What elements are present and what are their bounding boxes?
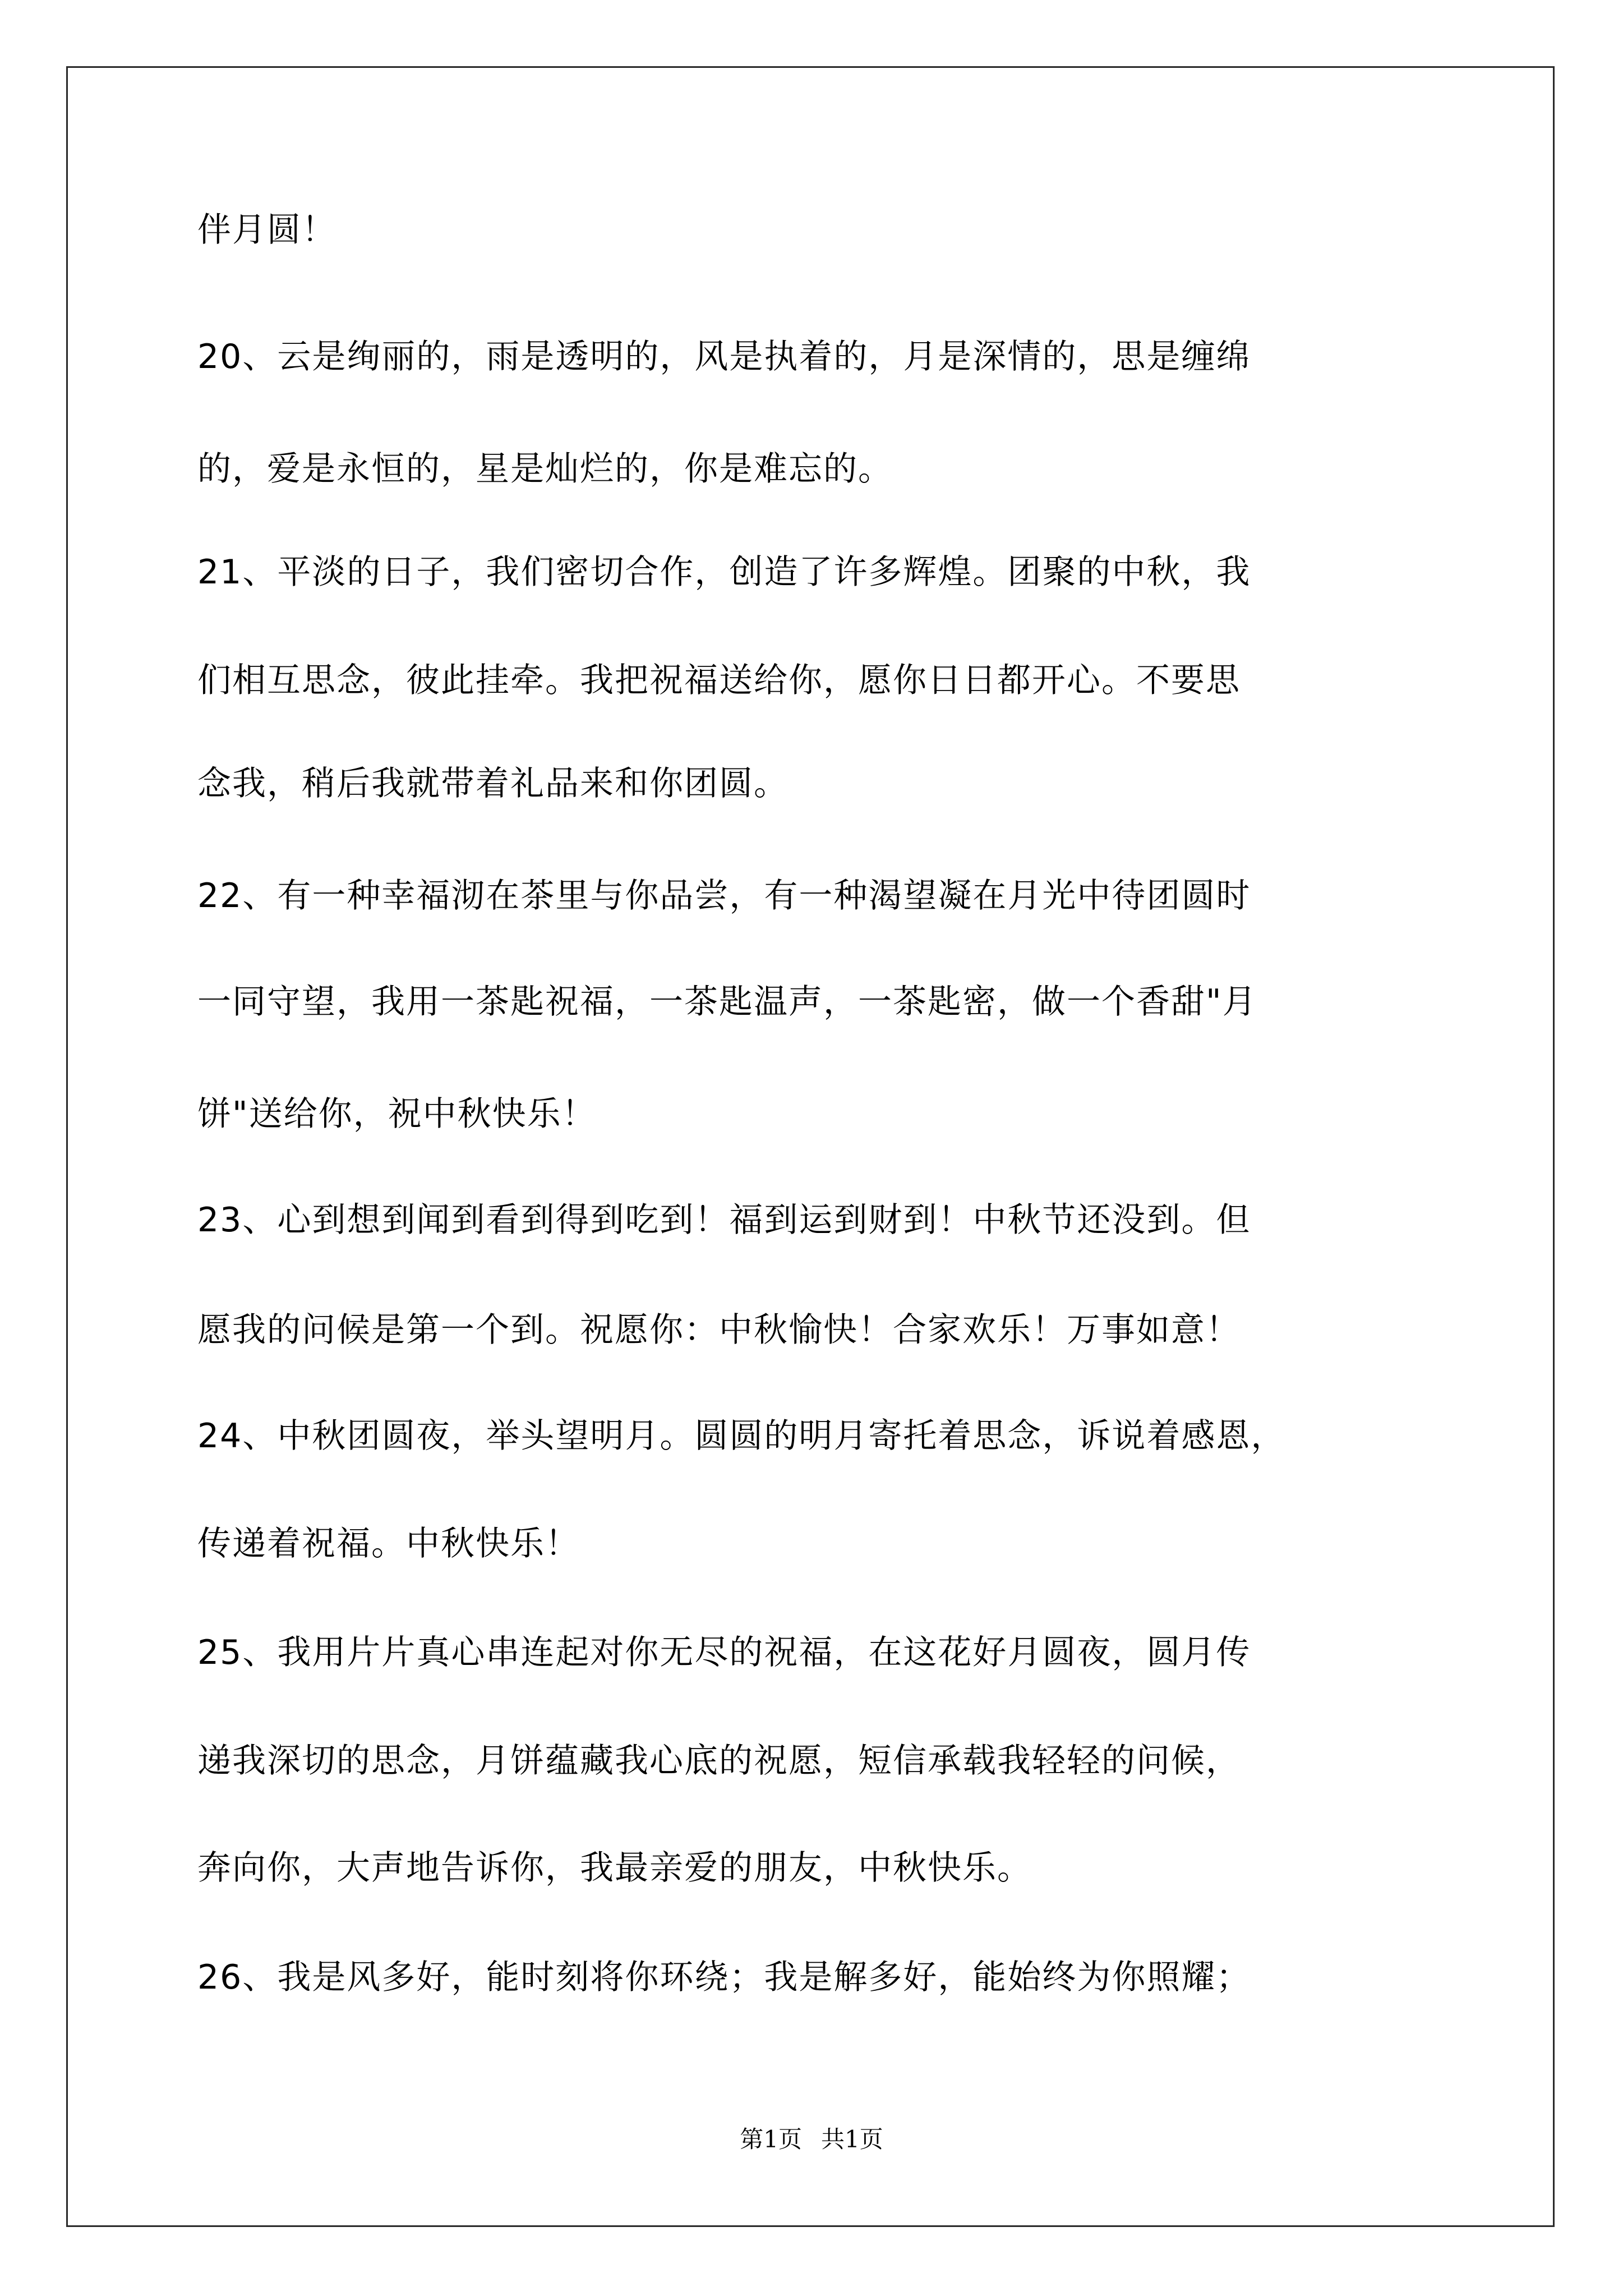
text-line: 23、心到想到闻到看到得到吃到！福到运到财到！中秋节还没到。但: [197, 1200, 1251, 1240]
text-line: 递我深切的思念，月饼蕴藏我心底的祝愿，短信承载我轻轻的问候，: [197, 1741, 1241, 1780]
text-line: 传递着祝福。中秋快乐！: [197, 1524, 580, 1563]
text-line: 念我，稍后我就带着礼品来和你团圆。: [197, 764, 789, 803]
text-line: 们相互思念，彼此挂牵。我把祝福送给你，愿你日日都开心。不要思: [197, 661, 1241, 700]
text-line: 奔向你，大声地告诉你，我最亲爱的朋友，中秋快乐。: [197, 1848, 1032, 1888]
text-line: 伴月圆！: [197, 210, 336, 250]
page-number: 第1页: [740, 2125, 802, 2153]
text-line: 25、我用片片真心串连起对你无尽的祝福，在这花好月圆夜，圆月传: [197, 1633, 1251, 1672]
text-line: 饼"送给你，祝中秋快乐！: [197, 1094, 597, 1134]
page-border: [66, 66, 1555, 2227]
text-line: 的，爱是永恒的，星是灿烂的，你是难忘的。: [197, 449, 893, 489]
text-line: 20、云是绚丽的，雨是透明的，风是执着的，月是深情的，思是缠绵: [197, 337, 1251, 376]
text-line: 愿我的问候是第一个到。祝愿你：中秋愉快！合家欢乐！万事如意！: [197, 1310, 1241, 1350]
page-footer: [0, 2124, 1623, 2155]
page-total: 共1页: [821, 2125, 883, 2153]
text-line: 一同守望，我用一茶匙祝福，一茶匙温声，一茶匙密，做一个香甜"月: [197, 982, 1257, 1022]
text-line: 22、有一种幸福沏在茶里与你品尝，有一种渴望凝在月光中待团圆时: [197, 876, 1251, 915]
text-line: 26、我是风多好，能时刻将你环绕；我是解多好，能始终为你照耀；: [197, 1958, 1251, 1997]
text-line: 21、平淡的日子，我们密切合作，创造了许多辉煌。团聚的中秋，我: [197, 553, 1251, 592]
text-line: 24、中秋团圆夜，举头望明月。圆圆的明月寄托着思念，诉说着感恩，: [197, 1416, 1286, 1456]
